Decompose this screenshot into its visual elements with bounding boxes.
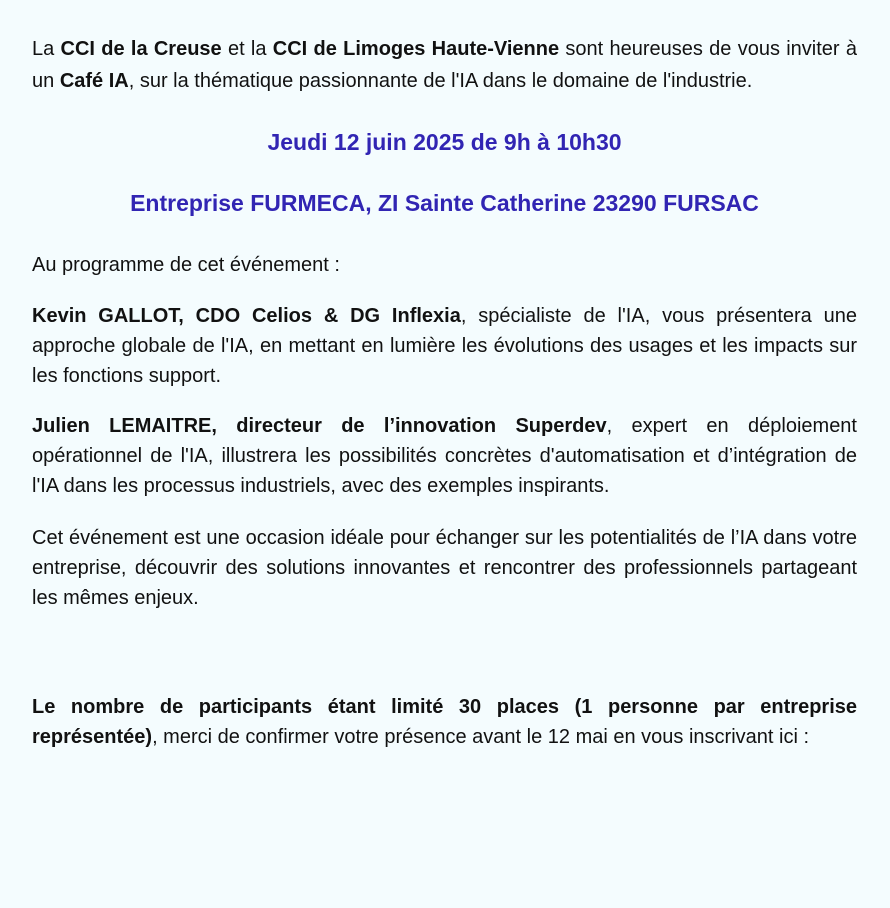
program-intro: Au programme de cet événement : [32, 254, 340, 276]
intro-text-2: et la [221, 38, 273, 60]
cci-limoges: CCI de Limoges Haute-Vienne [272, 38, 560, 60]
cci-creuse: CCI de la Creuse [60, 38, 222, 60]
speaker-julien [32, 411, 857, 501]
speaker-kevin-name: Kevin GALLOT, CDO Celios & DG Inflexia [32, 305, 461, 327]
speaker-kevin [32, 301, 857, 391]
intro-text-4: , sur la thématique passionnante de l'IA dans le domaine de l'industrie. [128, 70, 753, 92]
intro-text-1: La [32, 38, 61, 60]
occasion-paragraph: Cet événement est une occasion idéale pour échanger sur les potentialités de l’IA dans votre entreprise, découvrir des solutions innovantes et rencontrer des professionnels partageant les mêmes enjeux. [32, 527, 857, 609]
speaker-julien-text: , expert en déploiement opérationnel de l'IA, illustrera les possibilités concrètes d'automatisation et d’intégration de l'IA dans les processus industriels, avec des exemples inspirants. [32, 415, 857, 497]
cafe-ia: Café IA [59, 70, 129, 92]
event-date: Jeudi 12 juin 2025 de 9h à 10h30 [267, 129, 622, 155]
registration-text: , merci de confirmer votre présence avant le 12 mai en vous inscrivant ici : [152, 726, 810, 748]
intro-paragraph [32, 33, 857, 97]
invitation-body [32, 33, 857, 752]
intro-text-3: sont heureuses de vous inviter à un [32, 38, 857, 92]
event-place: Entreprise FURMECA, ZI Sainte Catherine 23290 FURSAC [130, 190, 759, 216]
registration-paragraph [32, 692, 857, 752]
speaker-kevin-text: , spécialiste de l'IA, vous présentera une approche globale de l'IA, en mettant en lumière les évolutions des usages et les impacts sur les fonctions support. [32, 305, 858, 387]
speaker-julien-name: Julien LEMAITRE, directeur de l’innovation Superdev [32, 415, 607, 437]
registration-limit: Le nombre de participants étant limité 30 places (1 personne par entreprise représentée) [32, 696, 857, 748]
